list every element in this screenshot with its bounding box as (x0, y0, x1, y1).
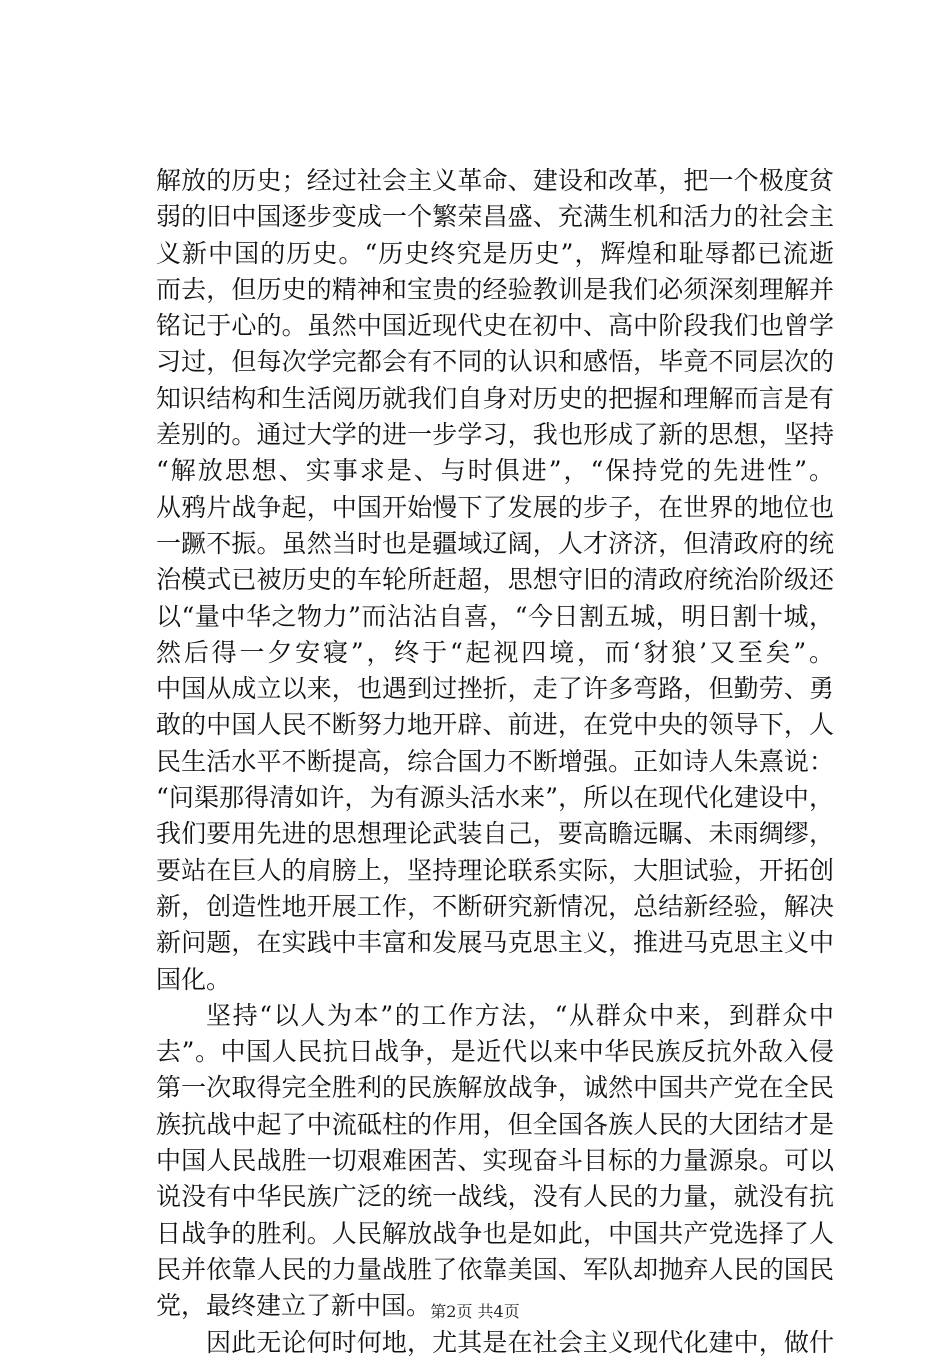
text-line: 解放的历史；经过社会主义革命、建设和改革，把一个极度贫 (156, 166, 834, 195)
text-line: 我们要用先进的思想理论武装自己，要高瞻远瞩、未雨绸缪， (156, 819, 834, 849)
page-number: 第2页 共4页 (430, 1302, 520, 1321)
text-line: 而去，但历史的精神和宝贵的经验教训是我们必须深刻理解并 (156, 274, 834, 304)
text-line: 民并依靠人民的力量战胜了依靠美国、军队却抛弃人民的国民 (156, 1254, 834, 1284)
paragraph (156, 1325, 834, 1361)
text-line: 党，最终建立了新中国。 (156, 1291, 432, 1321)
text-line: 说没有中华民族广泛的统一战线，没有人民的力量，就没有抗 (156, 1182, 834, 1212)
text-line: 差别的。通过大学的进一步学习，我也形成了新的思想，坚持 (156, 420, 834, 450)
text-line: “问渠那得清如许，为有源头活水来”，所以在现代化建设中， (156, 783, 834, 813)
text-line: 从鸦片战争起，中国开始慢下了发展的步子，在世界的地位也 (156, 492, 834, 522)
text-line: 弱的旧中国逐步变成一个繁荣昌盛、充满生机和活力的社会主 (156, 202, 834, 232)
text-line: 知识结构和生活阅历就我们自身对历史的把握和理解而言是有 (156, 383, 834, 413)
text-line: 治模式已被历史的车轮所赶超，思想守旧的清政府统治阶级还 (156, 565, 834, 595)
text-line: 一蹶不振。虽然当时也是疆域辽阔，人才济济，但清政府的统 (156, 528, 834, 558)
paragraph (156, 998, 834, 1325)
body-text (156, 163, 834, 1361)
text-line: 以“量中华之物力”而沾沾自喜，“今日割五城，明日割十城， (156, 601, 834, 631)
text-line: 铭记于心的。虽然中国近现代史在初中、高中阶段我们也曾学 (156, 311, 834, 341)
text-line: 第一次取得完全胜利的民族解放战争，诚然中国共产党在全民 (156, 1073, 834, 1103)
text-line: 中国人民战胜一切艰难困苦、实现奋斗目标的力量源泉。可以 (156, 1146, 834, 1176)
text-line: 中国从成立以来，也遇到过挫折，走了许多弯路，但勤劳、勇 (156, 674, 834, 704)
text-line: 然后得一夕安寝”，终于“起视四境，而‘豺狼’又至矣”。 (156, 637, 834, 667)
text-line: 因此无论何时何地，尤其是在社会主义现代化建中，做什 (206, 1327, 834, 1357)
text-line: 族抗战中起了中流砥柱的作用，但全国各族人民的大团结才是 (156, 1109, 834, 1139)
text-line: 去”。中国人民抗日战争，是近代以来中华民族反抗外敌入侵 (156, 1037, 834, 1067)
text-line: 民生活水平不断提高，综合国力不断增强。正如诗人朱熹说： (156, 746, 834, 776)
text-line: 坚持“以人为本”的工作方法，“从群众中来，到群众中 (206, 1000, 834, 1030)
text-line: 义新中国的历史。“历史终究是历史”，辉煌和耻辱都已流逝 (156, 238, 834, 268)
text-line: 国化。 (156, 964, 232, 994)
text-line: 新，创造性地开展工作，不断研究新情况，总结新经验，解决 (156, 891, 834, 921)
text-line: 敢的中国人民不断努力地开辟、前进，在党中央的领导下，人 (156, 710, 834, 740)
paragraph (156, 163, 834, 998)
text-line: 日战争的胜利。人民解放战争也是如此，中国共产党选择了人 (156, 1218, 834, 1248)
text-line: 习过，但每次学完都会有不同的认识和感悟，毕竟不同层次的 (156, 347, 834, 377)
text-line: 新问题，在实践中丰富和发展马克思主义，推进马克思主义中 (156, 928, 834, 958)
text-line: 要站在巨人的肩膀上，坚持理论联系实际，大胆试验，开拓创 (156, 855, 834, 885)
text-line: “解放思想、实事求是、与时俱进”，“保持党的先进性”。 (156, 456, 834, 486)
